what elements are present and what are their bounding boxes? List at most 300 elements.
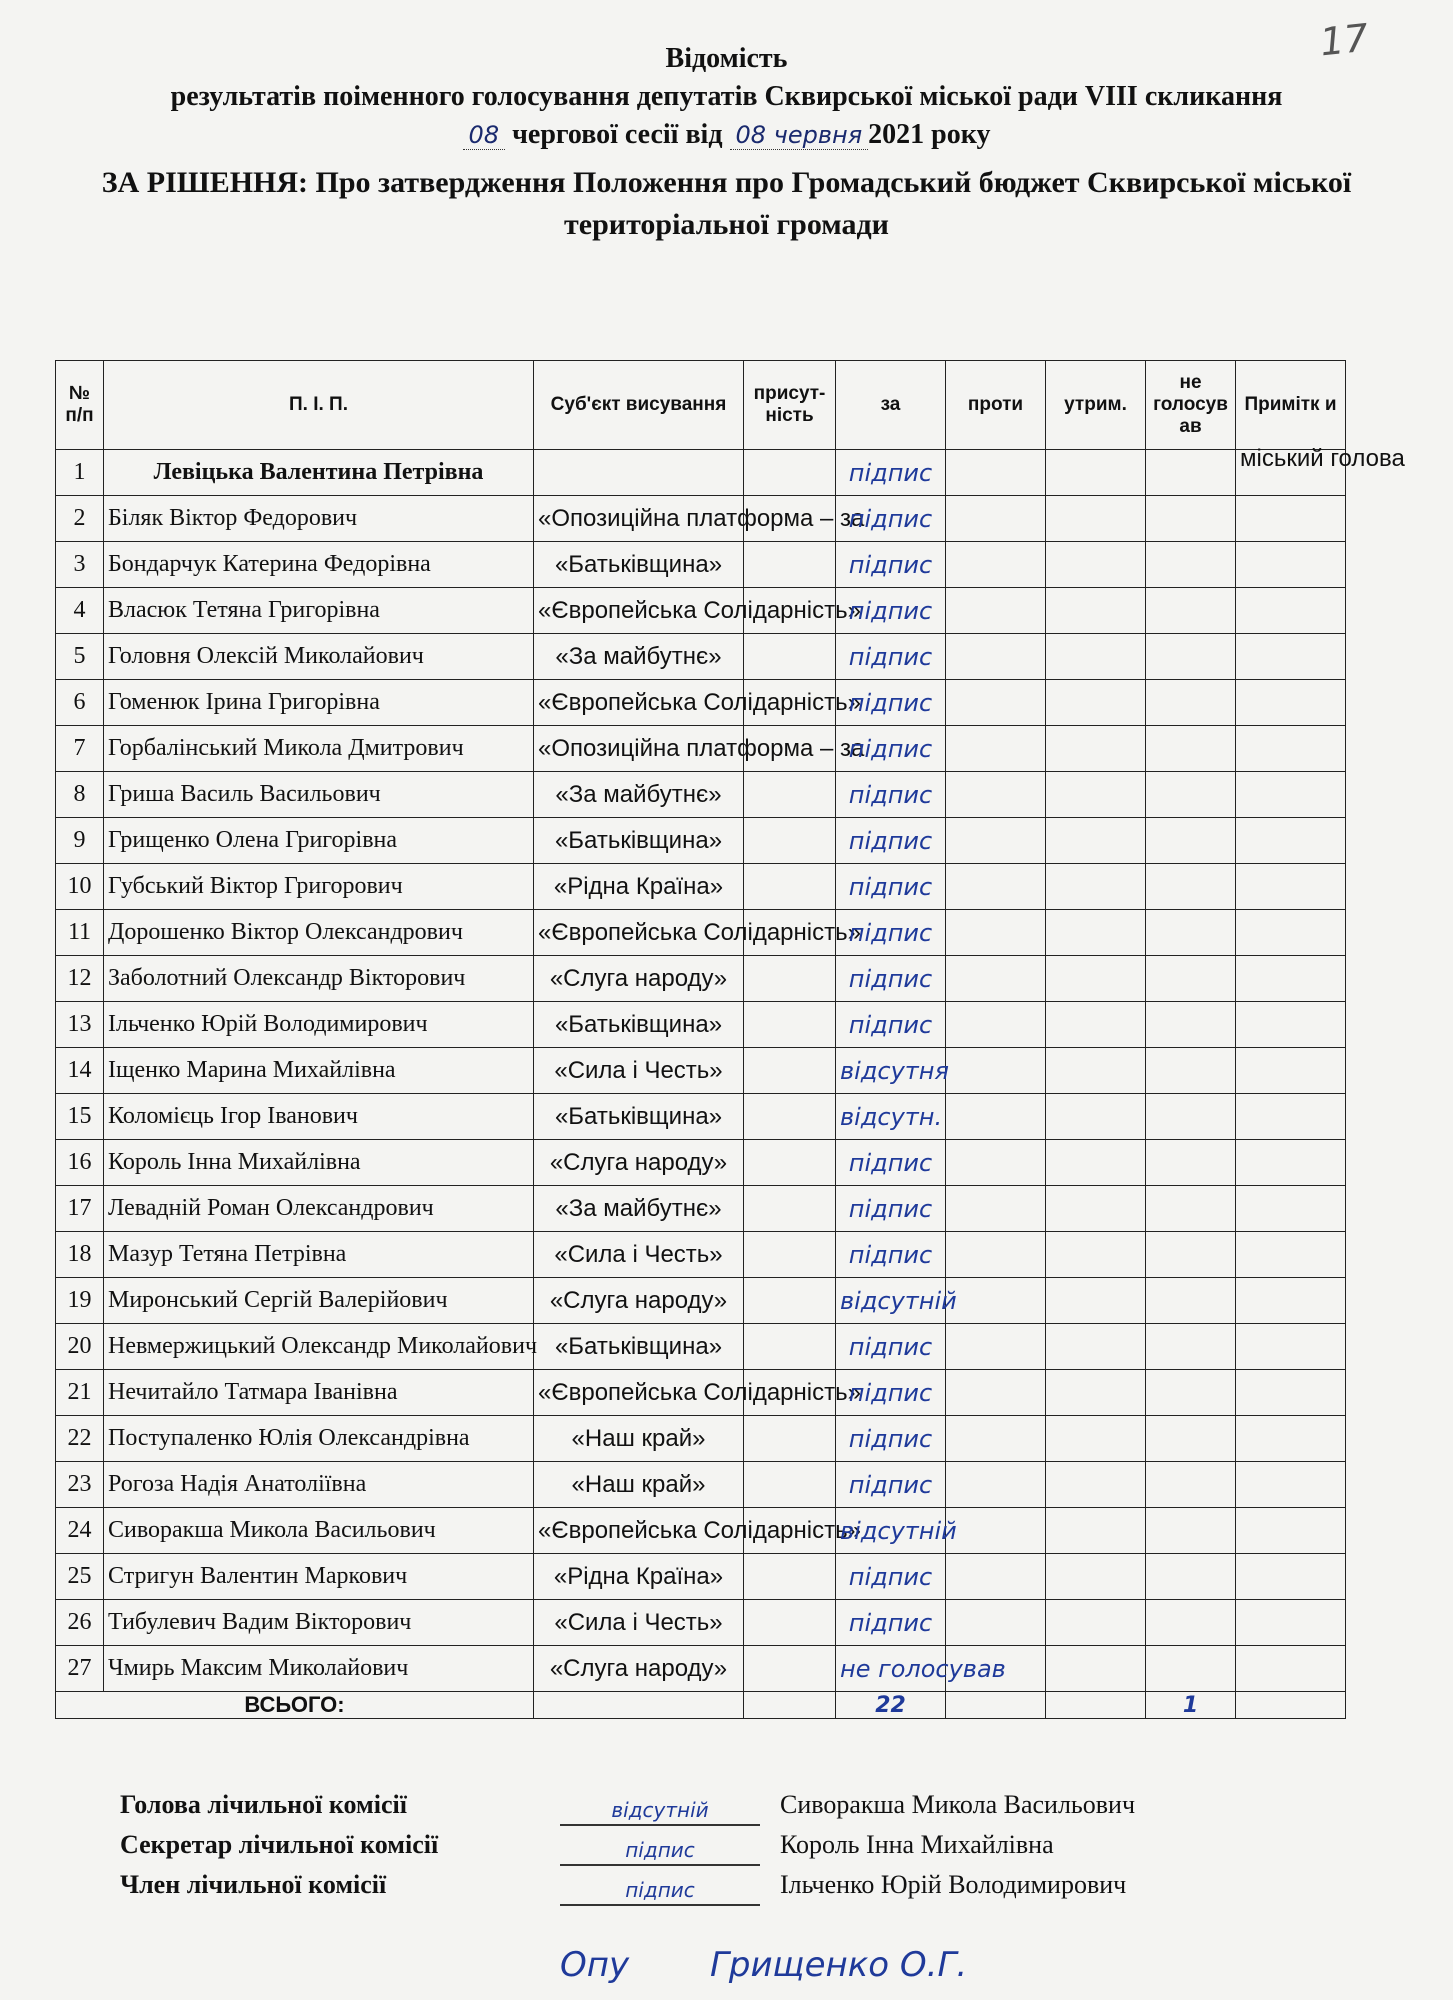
row-party: «Слуга народу» xyxy=(534,1278,744,1324)
row-present xyxy=(744,1094,836,1140)
row-note xyxy=(1236,1416,1346,1462)
row-against xyxy=(946,1002,1046,1048)
table-row xyxy=(56,1416,1346,1462)
row-present xyxy=(744,956,836,1002)
row-not-voted xyxy=(1146,1554,1236,1600)
table-row xyxy=(56,1462,1346,1508)
row-not-voted xyxy=(1146,1094,1236,1140)
row-note xyxy=(1236,496,1346,542)
table-row xyxy=(56,1508,1346,1554)
commission-role: Член лічильної комісії xyxy=(120,1870,387,1899)
row-abstain xyxy=(1046,1370,1146,1416)
row-against xyxy=(946,634,1046,680)
row-against xyxy=(946,1462,1046,1508)
row-present xyxy=(744,1186,836,1232)
session-year: 2021 року xyxy=(868,119,991,150)
table-row xyxy=(56,864,1346,910)
row-not-voted xyxy=(1146,1324,1236,1370)
row-note xyxy=(1236,680,1346,726)
row-present xyxy=(744,1600,836,1646)
row-vote-for: підпис xyxy=(836,1370,946,1416)
table-row xyxy=(56,450,1346,496)
row-abstain xyxy=(1046,1554,1146,1600)
table-row xyxy=(56,726,1346,772)
row-not-voted xyxy=(1146,680,1236,726)
bottom-signatures xyxy=(560,1945,1037,1985)
row-note xyxy=(1236,1600,1346,1646)
row-abstain xyxy=(1046,726,1146,772)
row-vote-for: підпис xyxy=(836,634,946,680)
row-abstain xyxy=(1046,450,1146,496)
row-vote-for: відсутній xyxy=(836,1278,946,1324)
row-against xyxy=(946,1094,1046,1140)
row-name: Тибулевич Вадим Вікторович xyxy=(104,1600,534,1646)
row-abstain xyxy=(1046,634,1146,680)
row-not-voted xyxy=(1146,726,1236,772)
row-against xyxy=(946,1600,1046,1646)
table-row xyxy=(56,542,1346,588)
row-abstain xyxy=(1046,818,1146,864)
row-against xyxy=(946,772,1046,818)
col-number: № п/п xyxy=(56,361,104,450)
row-note xyxy=(1236,1186,1346,1232)
row-number: 1 xyxy=(56,450,104,496)
row-vote-for: підпис xyxy=(836,1554,946,1600)
row-against xyxy=(946,1370,1046,1416)
row-name: Король Інна Михайлівна xyxy=(104,1140,534,1186)
row-number: 22 xyxy=(56,1416,104,1462)
row-party: «Батьківщина» xyxy=(534,1324,744,1370)
row-name: Губський Віктор Григорович xyxy=(104,864,534,910)
row-name: Горбалінський Микола Дмитрович xyxy=(104,726,534,772)
row-party: «За майбутнє» xyxy=(534,634,744,680)
row-against xyxy=(946,496,1046,542)
row-present xyxy=(744,1554,836,1600)
row-vote-for: підпис xyxy=(836,1140,946,1186)
row-party: «Європейська Солідарність» xyxy=(534,1370,744,1416)
row-vote-for: підпис xyxy=(836,772,946,818)
row-vote-for: підпис xyxy=(836,1324,946,1370)
col-for: за xyxy=(836,361,946,450)
row-abstain xyxy=(1046,1416,1146,1462)
session-text: чергової сесії від xyxy=(512,119,723,150)
total-against xyxy=(946,1692,1046,1719)
total-not-voted: 1 xyxy=(1146,1692,1236,1719)
row-number: 16 xyxy=(56,1140,104,1186)
row-against xyxy=(946,542,1046,588)
row-not-voted xyxy=(1146,1186,1236,1232)
row-vote-for: відсутн. xyxy=(836,1094,946,1140)
row-abstain xyxy=(1046,680,1146,726)
table-row xyxy=(56,910,1346,956)
row-note xyxy=(1236,772,1346,818)
row-not-voted xyxy=(1146,588,1236,634)
total-party xyxy=(534,1692,744,1719)
row-vote-for: не голосував xyxy=(836,1646,946,1692)
col-against: проти xyxy=(946,361,1046,450)
table-row xyxy=(56,634,1346,680)
row-note xyxy=(1236,634,1346,680)
table-row xyxy=(56,772,1346,818)
col-name: П. І. П. xyxy=(104,361,534,450)
row-not-voted xyxy=(1146,542,1236,588)
row-number: 23 xyxy=(56,1462,104,1508)
row-name: Власюк Тетяна Григорівна xyxy=(104,588,534,634)
table-row xyxy=(56,1324,1346,1370)
row-note xyxy=(1236,1462,1346,1508)
row-number: 17 xyxy=(56,1186,104,1232)
table-row xyxy=(56,588,1346,634)
row-abstain xyxy=(1046,1002,1146,1048)
row-note xyxy=(1236,864,1346,910)
row-number: 2 xyxy=(56,496,104,542)
row-vote-for: підпис xyxy=(836,1002,946,1048)
row-number: 26 xyxy=(56,1600,104,1646)
row-number: 19 xyxy=(56,1278,104,1324)
row-against xyxy=(946,1278,1046,1324)
row-not-voted xyxy=(1146,1462,1236,1508)
row-against xyxy=(946,1324,1046,1370)
row-present xyxy=(744,1048,836,1094)
row-not-voted xyxy=(1146,1416,1236,1462)
page-number: 17 xyxy=(1317,15,1371,65)
row-party: «Наш край» xyxy=(534,1416,744,1462)
total-label: ВСЬОГО: xyxy=(56,1692,534,1719)
row-not-voted xyxy=(1146,1646,1236,1692)
table-row xyxy=(56,680,1346,726)
row-party: «Опозиційна платформа – за xyxy=(534,726,744,772)
row-number: 6 xyxy=(56,680,104,726)
row-not-voted xyxy=(1146,1600,1236,1646)
row-abstain xyxy=(1046,542,1146,588)
row-vote-for: підпис xyxy=(836,588,946,634)
row-vote-for: відсутня xyxy=(836,1048,946,1094)
commission-signature: підпис xyxy=(560,1878,760,1906)
row-party: «Рідна Країна» xyxy=(534,1554,744,1600)
row-number: 14 xyxy=(56,1048,104,1094)
row-note xyxy=(1236,1002,1346,1048)
row-party: «Європейська Солідарність» xyxy=(534,588,744,634)
row-against xyxy=(946,956,1046,1002)
commission-role: Голова лічильної комісії xyxy=(120,1790,407,1819)
row-note xyxy=(1236,956,1346,1002)
row-present xyxy=(744,1462,836,1508)
row-against xyxy=(946,1140,1046,1186)
row-abstain xyxy=(1046,772,1146,818)
commission-person: Сиворакша Микола Васильович xyxy=(780,1790,1136,1819)
row-abstain xyxy=(1046,1186,1146,1232)
row-abstain xyxy=(1046,496,1146,542)
row-abstain xyxy=(1046,1508,1146,1554)
row-name: Левадній Роман Олександрович xyxy=(104,1186,534,1232)
commission-signature: підпис xyxy=(560,1838,760,1866)
table-row xyxy=(56,1094,1346,1140)
row-note: міський голова xyxy=(1236,450,1346,496)
row-party: «За майбутнє» xyxy=(534,1186,744,1232)
row-name: Іщенко Марина Михайлівна xyxy=(104,1048,534,1094)
commission-person: Ільченко Юрій Володимирович xyxy=(780,1870,1127,1899)
session-number: 08 xyxy=(463,121,506,150)
row-party: «Сила і Честь» xyxy=(534,1048,744,1094)
row-name: Рогоза Надія Анатоліївна xyxy=(104,1462,534,1508)
row-not-voted xyxy=(1146,634,1236,680)
row-party: «Слуга народу» xyxy=(534,956,744,1002)
row-party: «Рідна Країна» xyxy=(534,864,744,910)
row-party xyxy=(534,450,744,496)
row-present xyxy=(744,634,836,680)
row-not-voted xyxy=(1146,1048,1236,1094)
row-name: Сиворакша Микола Васильович xyxy=(104,1508,534,1554)
row-name: Стригун Валентин Маркович xyxy=(104,1554,534,1600)
row-number: 11 xyxy=(56,910,104,956)
row-abstain xyxy=(1046,1278,1146,1324)
row-not-voted xyxy=(1146,1232,1236,1278)
row-number: 18 xyxy=(56,1232,104,1278)
row-present xyxy=(744,864,836,910)
row-not-voted xyxy=(1146,956,1236,1002)
row-number: 27 xyxy=(56,1646,104,1692)
row-vote-for: відсутній xyxy=(836,1508,946,1554)
row-against xyxy=(946,450,1046,496)
row-not-voted xyxy=(1146,1508,1236,1554)
row-note xyxy=(1236,1370,1346,1416)
row-present xyxy=(744,450,836,496)
row-name: Поступаленко Юлія Олександрівна xyxy=(104,1416,534,1462)
table-row xyxy=(56,1370,1346,1416)
row-number: 21 xyxy=(56,1370,104,1416)
row-number: 5 xyxy=(56,634,104,680)
row-vote-for: підпис xyxy=(836,496,946,542)
row-vote-for: підпис xyxy=(836,680,946,726)
row-name: Бондарчук Катерина Федорівна xyxy=(104,542,534,588)
row-name: Невмержицький Олександр Миколайович xyxy=(104,1324,534,1370)
row-abstain xyxy=(1046,956,1146,1002)
row-against xyxy=(946,818,1046,864)
row-vote-for: підпис xyxy=(836,1186,946,1232)
row-party: «Сила і Честь» xyxy=(534,1232,744,1278)
row-party: «Опозиційна платформа – за xyxy=(534,496,744,542)
row-number: 24 xyxy=(56,1508,104,1554)
row-against xyxy=(946,1232,1046,1278)
row-vote-for: підпис xyxy=(836,1416,946,1462)
commission-chair xyxy=(120,1790,1320,1830)
row-abstain xyxy=(1046,864,1146,910)
row-note xyxy=(1236,1324,1346,1370)
row-note xyxy=(1236,1278,1346,1324)
table-row xyxy=(56,1048,1346,1094)
row-number: 4 xyxy=(56,588,104,634)
row-name: Мазур Тетяна Петрівна xyxy=(104,1232,534,1278)
row-party: «Європейська Солідарність» xyxy=(534,910,744,956)
row-against xyxy=(946,1186,1046,1232)
row-party: «Батьківщина» xyxy=(534,542,744,588)
row-vote-for: підпис xyxy=(836,542,946,588)
commission-secretary xyxy=(120,1830,1320,1870)
row-not-voted xyxy=(1146,1140,1236,1186)
row-abstain xyxy=(1046,910,1146,956)
row-number: 10 xyxy=(56,864,104,910)
row-note xyxy=(1236,1094,1346,1140)
commission-role: Секретар лічильної комісії xyxy=(120,1830,439,1859)
row-party: «Сила і Честь» xyxy=(534,1600,744,1646)
commission-signature: відсутній xyxy=(560,1798,760,1826)
row-vote-for: підпис xyxy=(836,818,946,864)
row-note xyxy=(1236,818,1346,864)
session-date: 08 червня xyxy=(730,121,869,150)
row-party: «Батьківщина» xyxy=(534,1002,744,1048)
row-party: «Європейська Солідарність» xyxy=(534,680,744,726)
row-not-voted xyxy=(1146,818,1236,864)
table-row xyxy=(56,496,1346,542)
row-not-voted xyxy=(1146,772,1236,818)
row-note xyxy=(1236,542,1346,588)
row-name: Біляк Віктор Федорович xyxy=(104,496,534,542)
decision-title: ЗА РІШЕННЯ: Про затвердження Положення про Громадський бюджет Сквирської міської територіальної громади xyxy=(101,166,1352,241)
row-against xyxy=(946,1554,1046,1600)
row-name: Миронський Сергій Валерійович xyxy=(104,1278,534,1324)
row-party: «За майбутнє» xyxy=(534,772,744,818)
session-line xyxy=(0,116,1453,154)
row-number: 12 xyxy=(56,956,104,1002)
row-number: 7 xyxy=(56,726,104,772)
col-notes: Примітк и xyxy=(1236,361,1346,450)
col-abstain: утрим. xyxy=(1046,361,1146,450)
table-row xyxy=(56,1232,1346,1278)
table-row xyxy=(56,1186,1346,1232)
row-against xyxy=(946,1508,1046,1554)
row-note xyxy=(1236,1508,1346,1554)
table-row xyxy=(56,1554,1346,1600)
row-present xyxy=(744,772,836,818)
row-note xyxy=(1236,588,1346,634)
row-not-voted xyxy=(1146,864,1236,910)
row-note xyxy=(1236,1554,1346,1600)
votes-table xyxy=(55,360,1405,1719)
row-vote-for: підпис xyxy=(836,864,946,910)
row-name: Нечитайло Татмара Іванівна xyxy=(104,1370,534,1416)
row-present xyxy=(744,1278,836,1324)
row-present xyxy=(744,818,836,864)
row-number: 8 xyxy=(56,772,104,818)
row-present xyxy=(744,1232,836,1278)
row-number: 3 xyxy=(56,542,104,588)
row-against xyxy=(946,1048,1046,1094)
row-not-voted xyxy=(1146,910,1236,956)
row-party: «Батьківщина» xyxy=(534,818,744,864)
col-not-voted: не голосув ав xyxy=(1146,361,1236,450)
row-not-voted xyxy=(1146,496,1236,542)
total-abstain xyxy=(1046,1692,1146,1719)
row-abstain xyxy=(1046,1232,1146,1278)
document-subtitle: результатів поіменного голосування депутатів Сквирської міської ради VIII скликання xyxy=(170,81,1283,112)
row-name: Грищенко Олена Григорівна xyxy=(104,818,534,864)
row-against xyxy=(946,864,1046,910)
row-abstain xyxy=(1046,1600,1146,1646)
row-not-voted xyxy=(1146,1002,1236,1048)
total-for: 22 xyxy=(836,1692,946,1719)
document-title: Відомість xyxy=(665,43,788,74)
total-notes xyxy=(1236,1692,1346,1719)
table-header-row xyxy=(56,361,1346,450)
row-number: 15 xyxy=(56,1094,104,1140)
row-not-voted xyxy=(1146,1370,1236,1416)
row-name: Чмирь Максим Миколайович xyxy=(104,1646,534,1692)
row-present xyxy=(744,1324,836,1370)
row-number: 9 xyxy=(56,818,104,864)
row-not-voted xyxy=(1146,1278,1236,1324)
row-abstain xyxy=(1046,1140,1146,1186)
row-abstain xyxy=(1046,1048,1146,1094)
row-vote-for: підпис xyxy=(836,1232,946,1278)
col-party: Суб'єкт висування xyxy=(534,361,744,450)
row-note xyxy=(1236,910,1346,956)
row-not-voted xyxy=(1146,450,1236,496)
table-row xyxy=(56,1600,1346,1646)
row-name: Ільченко Юрій Володимирович xyxy=(104,1002,534,1048)
row-vote-for: підпис xyxy=(836,1462,946,1508)
row-name: Гриша Василь Васильович xyxy=(104,772,534,818)
row-name: Гоменюк Ірина Григорівна xyxy=(104,680,534,726)
row-note xyxy=(1236,1048,1346,1094)
total-row xyxy=(56,1692,1346,1719)
row-party: «Батьківщина» xyxy=(534,1094,744,1140)
commission-member xyxy=(120,1870,1320,1910)
row-note xyxy=(1236,1232,1346,1278)
row-against xyxy=(946,588,1046,634)
row-name: Головня Олексій Миколайович xyxy=(104,634,534,680)
row-name: Коломієць Ігор Іванович xyxy=(104,1094,534,1140)
row-vote-for: підпис xyxy=(836,956,946,1002)
table-row xyxy=(56,1140,1346,1186)
row-note xyxy=(1236,726,1346,772)
row-abstain xyxy=(1046,1462,1146,1508)
commission-person: Король Інна Михайлівна xyxy=(780,1830,1054,1859)
row-present xyxy=(744,1140,836,1186)
bottom-signature: Грищенко О.Г. xyxy=(709,1945,968,1985)
row-against xyxy=(946,680,1046,726)
row-name: Дорошенко Віктор Олександрович xyxy=(104,910,534,956)
row-note xyxy=(1236,1646,1346,1692)
row-abstain xyxy=(1046,1324,1146,1370)
table-row xyxy=(56,818,1346,864)
row-party: «Європейська Солідарність» xyxy=(534,1508,744,1554)
row-number: 20 xyxy=(56,1324,104,1370)
table-row xyxy=(56,956,1346,1002)
row-number: 25 xyxy=(56,1554,104,1600)
row-present xyxy=(744,1416,836,1462)
row-vote-for: підпис xyxy=(836,910,946,956)
row-party: «Слуга народу» xyxy=(534,1646,744,1692)
table-row xyxy=(56,1646,1346,1692)
row-abstain xyxy=(1046,1094,1146,1140)
total-present xyxy=(744,1692,836,1719)
table-row xyxy=(56,1278,1346,1324)
row-name: Заболотний Олександр Вікторович xyxy=(104,956,534,1002)
commission-block xyxy=(120,1790,1320,1910)
col-present: присут- ність xyxy=(744,361,836,450)
bottom-signature: Опу xyxy=(560,1945,630,1985)
row-against xyxy=(946,726,1046,772)
row-vote-for: підпис xyxy=(836,1600,946,1646)
row-party: «Слуга народу» xyxy=(534,1140,744,1186)
row-party: «Наш край» xyxy=(534,1462,744,1508)
document-header xyxy=(0,40,1453,246)
row-name: Левіцька Валентина Петрівна xyxy=(104,450,534,496)
row-vote-for: підпис xyxy=(836,450,946,496)
row-abstain xyxy=(1046,588,1146,634)
row-number: 13 xyxy=(56,1002,104,1048)
row-vote-for: підпис xyxy=(836,726,946,772)
